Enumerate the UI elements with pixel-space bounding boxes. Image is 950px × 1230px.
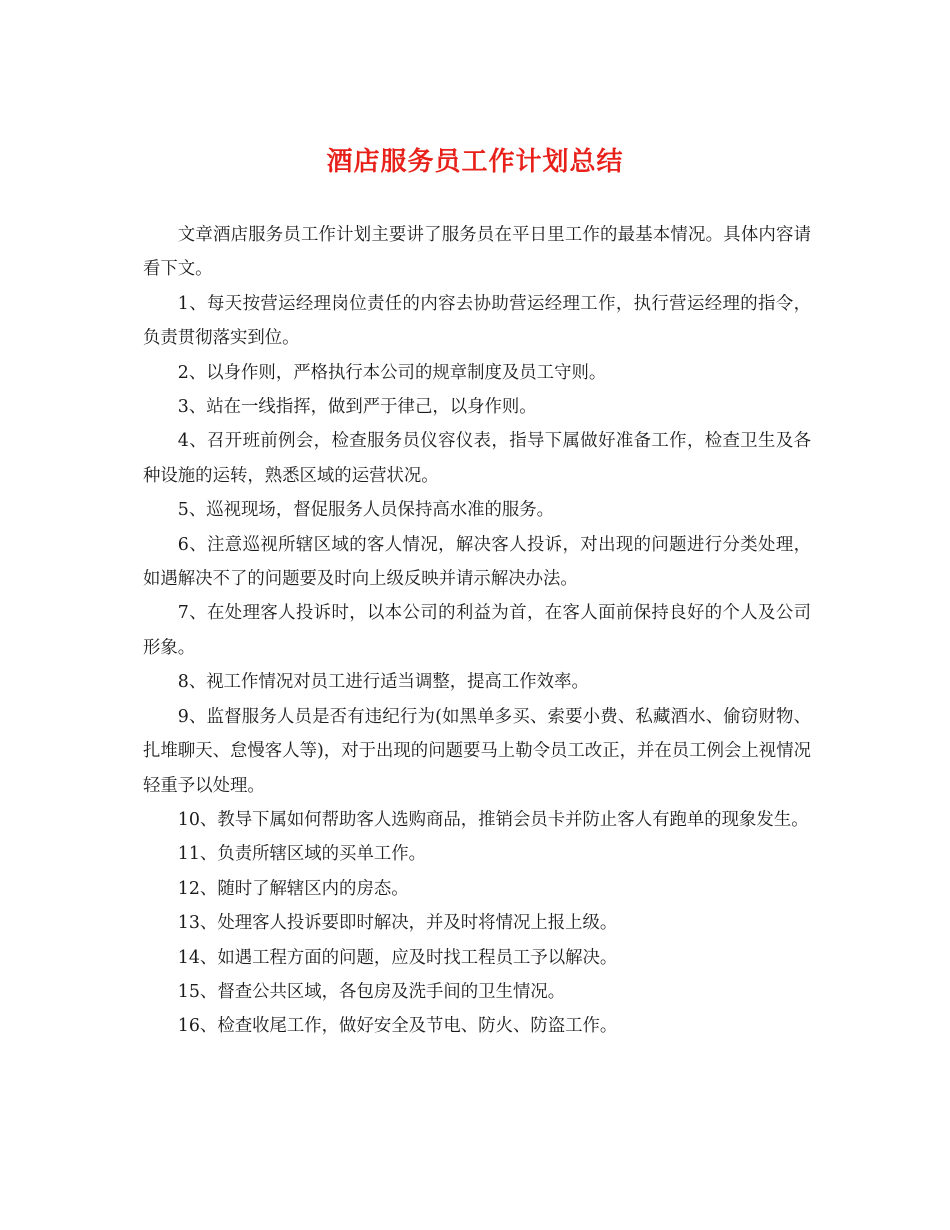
paragraph-item-2: 2、以身作则，严格执行本公司的规章制度及员工守则。 xyxy=(177,362,607,383)
paragraph-item-16: 16、检查收尾工作，做好安全及节电、防火、防盗工作。 xyxy=(177,1016,618,1037)
paragraph-item-14: 14、如遇工程方面的问题，应及时找工程员工予以解决。 xyxy=(177,947,618,968)
document-body xyxy=(143,218,811,1044)
paragraph-item-9: 9、监督服务人员是否有违纪行为(如黑单多买、索要小费、私藏酒水、偷窃财物、扎堆聊天、怠慢客人等)，对于出现的问题要马上勒令员工改正，并在员工例会上视情况轻重予以处理。 xyxy=(143,706,811,796)
paragraph-item-4: 4、召开班前例会，检查服务员仪容仪表，指导下属做好准备工作，检查卫生及各种设施的运转，熟悉区域的运营状况。 xyxy=(143,431,811,486)
paragraph-item-6: 6、注意巡视所辖区域的客人情况，解决客人投诉，对出现的问题进行分类处理，如遇解决不了的问题要及时向上级反映并请示解决办法。 xyxy=(143,534,811,590)
paragraph-item-10: 10、教导下属如何帮助客人选购商品，推销会员卡并防止客人有跑单的现象发生。 xyxy=(177,809,809,830)
paragraph-intro: 文章酒店服务员工作计划主要讲了服务员在平日里工作的最基本情况。具体内容请看下文。 xyxy=(143,225,811,280)
paragraph-item-13: 13、处理客人投诉要即时解决，并及时将情况上报上级。 xyxy=(177,913,618,934)
paragraph-item-15: 15、督查公共区域，各包房及洗手间的卫生情况。 xyxy=(177,981,566,1002)
paragraph-item-3: 3、站在一线指挥，做到严于律己，以身作则。 xyxy=(177,397,537,418)
document-title: 酒店服务员工作计划总结 xyxy=(326,147,624,177)
paragraph-item-1: 1、每天按营运经理岗位责任的内容去协助营运经理工作，执行营运经理的指令，负责贯彻落实到位。 xyxy=(143,293,811,349)
paragraph-item-11: 11、负责所辖区域的买单工作。 xyxy=(177,844,427,865)
paragraph-item-12: 12、随时了解辖区内的房态。 xyxy=(177,878,409,899)
paragraph-item-8: 8、视工作情况对员工进行适当调整，提高工作效率。 xyxy=(177,672,589,693)
paragraph-item-5: 5、巡视现场，督促服务人员保持高水准的服务。 xyxy=(177,500,555,521)
paragraph-item-7: 7、在处理客人投诉时，以本公司的利益为首，在客人面前保持良好的个人及公司形象。 xyxy=(143,603,811,658)
